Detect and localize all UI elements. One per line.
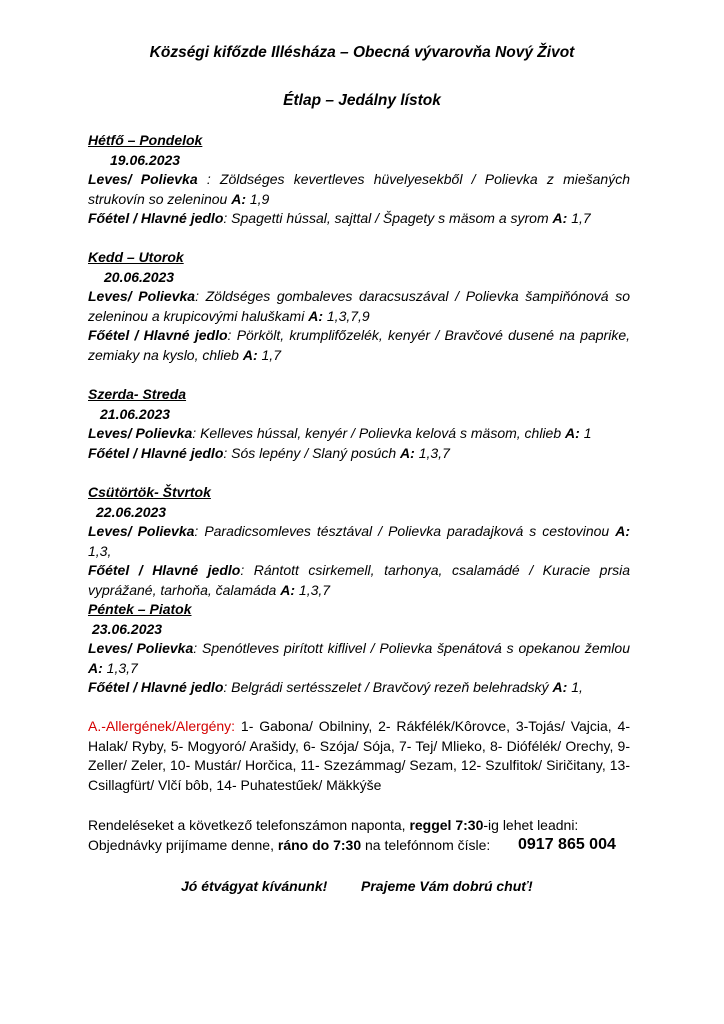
day-block-friday (88, 600, 630, 698)
page-title: Községi kifőzde Illésháza – Obecná vývarovňa Nový Život (149, 44, 575, 61)
main-label: Főétel / Hlavné jedlo (88, 210, 224, 227)
soup-sep: : (194, 523, 205, 540)
main-allergens: 1,7 (571, 210, 591, 227)
soup-label: Leves/ Polievka (88, 171, 198, 188)
soup-allergens: 1,3, (88, 542, 112, 559)
day-date: 20.06.2023 (104, 268, 175, 285)
main-text: Rántott csirkemell, tarhonya, csalamádé / Kuracie prsia vyprážané, tarhoňa, čalamáda (88, 562, 631, 598)
soup-line (88, 287, 630, 326)
day-date: 23.06.2023 (92, 620, 163, 637)
day-name: Szerda- Streda (88, 386, 187, 402)
ordering-info (88, 816, 630, 855)
main-line: Főétel / Hlavné jedlo: Spagetti hússal, sajttal / Špagety s mäsom a syrom A: 1,7 (88, 210, 591, 227)
soup-allergens: 1 (583, 425, 592, 442)
main-allergens: 1,3,7 (298, 581, 331, 598)
allergen-marker: A: (400, 444, 415, 461)
main-label: Főétel / Hlavné jedlo (88, 562, 241, 579)
main-label: Főétel / Hlavné jedlo (88, 679, 224, 696)
soup-line (88, 170, 630, 209)
soup-label: Leves/ Polievka (88, 288, 196, 305)
soup-text: Zöldséges gombaleves daracsuszával / Polievka šampiňónová so zeleninou a krupicovými haluškami (88, 288, 630, 324)
main-line: Főétel / Hlavné jedlo: Rántott csirkemell, tarhonya, csalamádé / Kuracie prsia vyprážané, tarhoňa, čalamáda A: 1,3,7 (88, 562, 631, 598)
day-name: Péntek – Piatok (88, 601, 192, 617)
day-block-thursday (88, 483, 630, 601)
main-allergens: 1, (571, 679, 583, 696)
soup-line (88, 522, 630, 561)
main-text: Pörkölt, krumplifőzelék, kenyér / Bravčové dusené na paprike, zemiaky na kyslo, chlieb (88, 327, 630, 363)
day-block-tuesday (88, 248, 630, 366)
page-subtitle: Étlap – Jedálny lístok (283, 92, 441, 109)
soup-text: Zöldséges kevertleves hüvelyesekből / Polievka z miešaných strukovín so zeleninou (88, 171, 631, 207)
day-name: Hétfő – Pondelok (88, 132, 203, 148)
main-text: Spagetti hússal, sajttal / Špagety s mäsom a syrom (231, 210, 553, 227)
ordering-sk (88, 836, 630, 856)
day-block-wednesday (88, 385, 630, 463)
allergen-list: 1- Gabona/ Obilniny, 2- Rákfélék/Kôrovce, 3-Tojás/ Vajcia, 4- Halak/ Ryby, 5- Mogyoró/ Arašidy, 6- Szója/ Sója, 7- Tej/ Mlieko, 8- Diófélék/ Orechy, 9- Zeller/ Zeler, 10- Mustár/ Horčica, 11- Szezámmag/ Sezam, 12- Szulfitok/ Siričitany, 13- Csillagfürt/ Vlčí bôb, 14- Puhatestűek/ Mäkkýše (88, 718, 630, 793)
main-line: Főétel / Hlavné jedlo: Sós lepény / Slaný posúch A: 1,3,7 (88, 444, 450, 461)
allergen-marker: A: (615, 523, 630, 540)
soup-sep: : (192, 425, 201, 442)
day-date: 21.06.2023 (100, 405, 171, 422)
wish-slovak: Prajeme Vám dobrú chuť! (361, 878, 533, 894)
soup-sep: : (193, 640, 203, 657)
soup-allergens: 1,3,7,9 (326, 307, 370, 324)
ordering-hu-suffix: -ig lehet leadni: (483, 817, 579, 833)
soup-text: Spenótleves pirított kiflivel / Polievka špenátová s opekanou žemlou (202, 640, 630, 657)
main-label: Főétel / Hlavné jedlo (88, 444, 224, 461)
soup-text: Paradicsomleves tésztával / Polievka paradajková s cestovinou (204, 523, 616, 540)
allergen-marker: A: (552, 679, 568, 696)
day-name: Csütörtök- Štvrtok (88, 484, 211, 500)
allergen-marker: A: (280, 581, 296, 598)
main-allergens: 1,7 (261, 346, 281, 363)
soup-allergens: 1,3,7 (106, 659, 138, 676)
ordering-sk-suffix: na telefónnom čísle: (361, 836, 491, 853)
ordering-sk-time: ráno do 7:30 (277, 836, 362, 853)
day-date: 19.06.2023 (110, 151, 181, 168)
main-allergens: 1,3,7 (418, 444, 450, 461)
soup-allergens: 1,9 (249, 190, 270, 207)
wish-hungarian: Jó étvágyat kívánunk! (181, 878, 328, 894)
day-block-monday (88, 131, 630, 229)
allergen-marker: A: (552, 210, 568, 227)
ordering-hu-time: reggel 7:30 (409, 817, 484, 833)
soup-label: Leves/ Polievka (88, 640, 194, 657)
soup-text: Kelleves hússal, kenyér / Polievka kelová s mäsom, chlieb (200, 425, 566, 442)
phone-number: 0917 865 004 (518, 835, 616, 853)
allergen-marker: A: (242, 346, 258, 363)
allergen-marker: A: (88, 659, 103, 676)
main-text: Sós lepény / Slaný posúch (231, 444, 401, 461)
soup-label: Leves/ Polievka (88, 425, 193, 442)
ordering-hu-prefix: Rendeléseket a következő telefonszámon naponta, (88, 817, 410, 833)
day-name: Kedd – Utorok (88, 249, 184, 265)
allergen-heading: A.-Allergének/Alergény: (88, 718, 236, 734)
allergen-marker: A: (308, 307, 323, 324)
ordering-sk-prefix: Objednávky prijímame denne, (88, 836, 278, 853)
allergen-marker: A: (231, 190, 246, 207)
soup-sep: : (197, 171, 220, 188)
allergen-legend (88, 717, 630, 795)
ordering-hu (88, 816, 630, 836)
allergen-marker: A: (565, 425, 580, 442)
soup-line (88, 639, 630, 678)
main-label: Főétel / Hlavné jedlo (88, 327, 228, 344)
soup-line (88, 424, 630, 444)
main-line: Főétel / Hlavné jedlo: Pörkölt, krumplifőzelék, kenyér / Bravčové dusené na paprike, zemiaky na kyslo, chlieb A: 1,7 (88, 327, 630, 363)
main-text: Belgrádi sertésszelet / Bravčový rezeň belehradský (231, 679, 553, 696)
day-date: 22.06.2023 (96, 503, 167, 520)
soup-label: Leves/ Polievka (88, 523, 195, 540)
main-line: Főétel / Hlavné jedlo: Belgrádi sertésszelet / Bravčový rezeň belehradský A: 1, (88, 679, 583, 696)
soup-sep: : (195, 288, 206, 305)
